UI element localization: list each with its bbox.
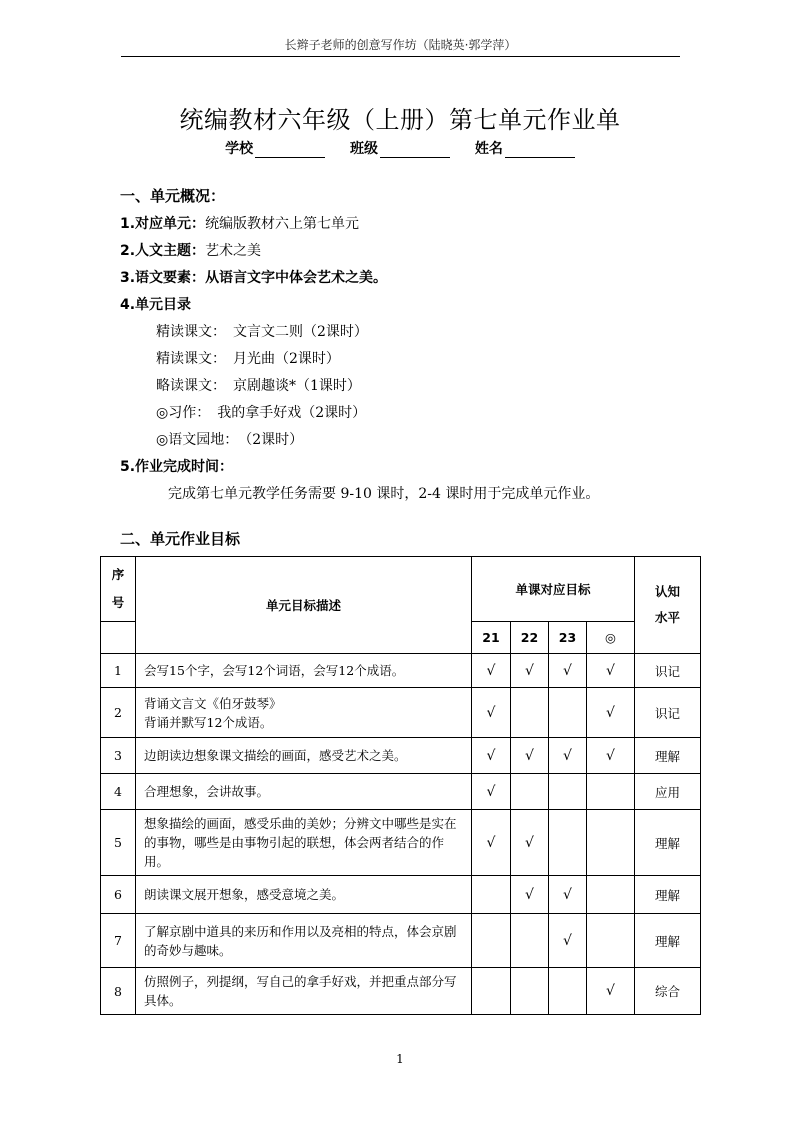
- element-row: [120, 267, 387, 287]
- row-description: 边朗读边想象课文描绘的画面，感受艺术之美。: [136, 738, 472, 774]
- check-mark: √: [472, 774, 511, 810]
- school-label: 学校: [225, 141, 254, 157]
- table-row: [101, 774, 701, 810]
- lessons-header: 单课对应目标: [472, 557, 635, 622]
- table-row: [101, 914, 701, 968]
- row-number: 7: [101, 914, 136, 968]
- seq-header-line1: 序: [111, 567, 125, 582]
- catalog-item: 精读课文： 月光曲（2课时）: [156, 351, 340, 367]
- cognitive-level: 理解: [635, 738, 701, 774]
- empty-check-cell: [549, 688, 587, 738]
- check-mark: √: [472, 738, 511, 774]
- row-number: 1: [101, 654, 136, 688]
- seq-header: [101, 557, 136, 622]
- empty-check-cell: [511, 774, 549, 810]
- check-mark: √: [549, 738, 587, 774]
- row-number: 6: [101, 876, 136, 914]
- cognitive-level: 识记: [635, 654, 701, 688]
- class-field: [350, 141, 450, 157]
- table-row: [101, 738, 701, 774]
- check-mark: √: [472, 688, 511, 738]
- unit-label: 1.对应单元：: [120, 216, 206, 232]
- seq-header-blank: [101, 622, 136, 654]
- seq-header-line2: 号: [111, 595, 125, 610]
- check-mark: √: [549, 914, 587, 968]
- check-mark: √: [511, 876, 549, 914]
- empty-check-cell: [549, 968, 587, 1015]
- check-mark: √: [511, 810, 549, 876]
- name-blank: [505, 145, 575, 158]
- row-number: 4: [101, 774, 136, 810]
- table-row: [101, 654, 701, 688]
- time-description: 完成第七单元教学任务需要 9-10 课时，2-4 课时用于完成单元作业。: [168, 486, 600, 502]
- check-mark: √: [549, 876, 587, 914]
- level-header-line2: 水平: [655, 610, 681, 625]
- lesson-col-header: 22: [511, 622, 549, 654]
- table-row: [101, 968, 701, 1015]
- lesson-col-header: 21: [472, 622, 511, 654]
- cognitive-level: 理解: [635, 876, 701, 914]
- level-header: [635, 557, 701, 654]
- empty-check-cell: [587, 914, 635, 968]
- check-mark: √: [587, 688, 635, 738]
- lesson-col-header: 23: [549, 622, 587, 654]
- row-description: 会写15个字，会写12个词语，会写12个成语。: [136, 654, 472, 688]
- page-header: 长辫子老师的创意写作坊（陆晓英·郭学萍）: [284, 38, 517, 52]
- row-number: 8: [101, 968, 136, 1015]
- table-row: [101, 688, 701, 738]
- row-number: 2: [101, 688, 136, 738]
- check-mark: √: [549, 654, 587, 688]
- row-number: 3: [101, 738, 136, 774]
- catalog-item: 略读课文： 京剧趣谈*（1课时）: [156, 378, 361, 394]
- document-title: 统编教材六年级（上册）第七单元作业单: [179, 106, 621, 134]
- element-label: 3.语文要素：: [120, 270, 206, 286]
- empty-check-cell: [472, 914, 511, 968]
- theme-row: [120, 240, 261, 260]
- cognitive-level: 理解: [635, 914, 701, 968]
- section1-heading: 一、单元概况：: [120, 187, 226, 205]
- header-divider: [121, 56, 680, 57]
- check-mark: √: [587, 968, 635, 1015]
- class-label: 班级: [350, 141, 378, 157]
- unit-row: [120, 213, 359, 233]
- section2-heading: 二、单元作业目标: [120, 530, 241, 548]
- catalog-heading: 4.单元目录: [120, 297, 192, 313]
- student-info-line: [0, 138, 800, 158]
- empty-check-cell: [511, 914, 549, 968]
- table-row: [101, 876, 701, 914]
- check-mark: √: [511, 654, 549, 688]
- row-description: 了解京剧中道具的来历和作用以及亮相的特点，体会京剧的奇妙与趣味。: [136, 914, 472, 968]
- page-number: 1: [396, 1052, 404, 1066]
- empty-check-cell: [587, 876, 635, 914]
- empty-check-cell: [587, 774, 635, 810]
- cognitive-level: 综合: [635, 968, 701, 1015]
- class-blank: [380, 145, 450, 158]
- unit-value: 统编版教材六上第七单元: [205, 216, 360, 232]
- row-description: 想象描绘的画面，感受乐曲的美妙；分辨文中哪些是实在的事物，哪些是由事物引起的联想，体会两者结合的作用。: [136, 810, 472, 876]
- row-description: 朗读课文展开想象，感受意境之美。: [136, 876, 472, 914]
- check-mark: √: [511, 738, 549, 774]
- empty-check-cell: [511, 688, 549, 738]
- catalog-item: 精读课文： 文言文二则（2课时）: [156, 324, 368, 340]
- theme-label: 2.人文主题：: [120, 243, 206, 259]
- lesson-col-header: ◎: [587, 622, 635, 654]
- school-blank: [255, 145, 325, 158]
- cognitive-level: 应用: [635, 774, 701, 810]
- school-field: [225, 141, 325, 157]
- empty-check-cell: [472, 968, 511, 1015]
- check-mark: √: [472, 654, 511, 688]
- cognitive-level: 理解: [635, 810, 701, 876]
- check-mark: √: [587, 654, 635, 688]
- catalog-item: ◎习作： 我的拿手好戏（2课时）: [156, 405, 367, 421]
- name-label: 姓名: [474, 141, 503, 157]
- name-field: [475, 141, 575, 157]
- row-description: 背诵文言文《伯牙鼓琴》 背诵并默写12个成语。: [136, 688, 472, 738]
- empty-check-cell: [587, 810, 635, 876]
- level-header-line1: 认知: [655, 584, 681, 599]
- cognitive-level: 识记: [635, 688, 701, 738]
- catalog-item: ◎语文园地： （2课时）: [156, 432, 304, 448]
- table-row: [101, 810, 701, 876]
- theme-value: 艺术之美: [205, 243, 262, 259]
- goals-table: [100, 556, 701, 1015]
- empty-check-cell: [511, 968, 549, 1015]
- empty-check-cell: [549, 774, 587, 810]
- time-heading: 5.作业完成时间：: [120, 459, 234, 475]
- desc-header: 单元目标描述: [136, 557, 472, 654]
- row-number: 5: [101, 810, 136, 876]
- check-mark: √: [587, 738, 635, 774]
- row-description: 合理想象，会讲故事。: [136, 774, 472, 810]
- empty-check-cell: [472, 876, 511, 914]
- row-description: 仿照例子，列提纲，写自己的拿手好戏，并把重点部分写具体。: [136, 968, 472, 1015]
- empty-check-cell: [549, 810, 587, 876]
- check-mark: √: [472, 810, 511, 876]
- element-value: 从语言文字中体会艺术之美。: [205, 270, 388, 286]
